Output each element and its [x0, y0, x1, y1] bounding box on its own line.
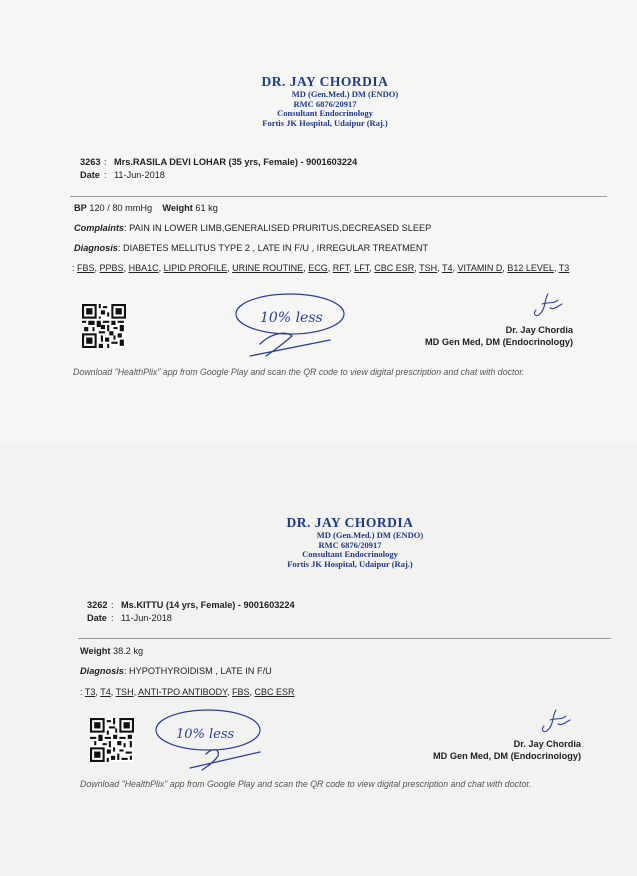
footer-note: Download "HealthPlix" app from Google Play and scan the QR code to view digital prescription and chat with doctor. — [73, 367, 525, 377]
signature-name: Dr. Jay Chordia — [505, 325, 573, 335]
test-item: T3 — [558, 263, 570, 273]
complaints: Complaints: PAIN IN LOWER LIMB,GENERALISED PRURITUS,DECREASED SLEEP — [74, 223, 432, 233]
test-item: T3 — [84, 687, 96, 697]
test-item: CBC ESR — [374, 263, 415, 273]
weight-label: Weight — [162, 203, 193, 213]
diagnosis-label: Diagnosis — [74, 243, 118, 253]
handwritten-note — [150, 704, 275, 776]
signature-scribble — [528, 292, 568, 322]
diagnosis: Diagnosis: DIABETES MELLITUS TYPE 2 , LATE IN F/U , IRREGULAR TREATMENT — [74, 243, 429, 253]
doctor-name: DR. JAY CHORDIA — [286, 515, 414, 530]
patient-info: 3263 : Mrs.RASILA DEVI LOHAR (35 yrs, Female) - 9001603224 Date : 11-Jun-2018 — [80, 157, 358, 180]
test-item: B12 LEVEL — [507, 263, 554, 273]
patient-name: Mrs.RASILA DEVI LOHAR (35 yrs, Female) - 9001603224 — [114, 157, 358, 167]
patient-name: Ms.KITTU (14 yrs, Female) - 9001603224 — [121, 600, 295, 610]
signature-name: Dr. Jay Chordia — [513, 739, 581, 749]
signature-credentials: MD Gen Med, DM (Endocrinology) — [432, 751, 581, 761]
weight-value: 61 kg — [195, 203, 218, 213]
test-item: TSH — [419, 263, 438, 273]
test-item: CBC ESR — [254, 687, 295, 697]
doctor-qualification: MD (Gen.Med.) DM (ENDO) — [291, 89, 399, 99]
date-label: Date — [80, 170, 100, 180]
weight-value: 38.2 kg — [113, 646, 144, 656]
doctor-letterhead — [240, 74, 410, 128]
qr-code-icon — [90, 718, 134, 762]
test-item: ANTI-TPO ANTIBODY — [138, 687, 227, 697]
signature-credentials: MD Gen Med, DM (Endocrinology) — [424, 337, 573, 347]
visit-date: 11-Jun-2018 — [121, 613, 172, 623]
test-item: RFT — [332, 263, 350, 273]
divider — [78, 638, 611, 639]
footer-note: Download "HealthPlix" app from Google Play and scan the QR code to view digital prescription and chat with doctor. — [80, 779, 532, 789]
diagnosis-value: DIABETES MELLITUS TYPE 2 , LATE IN F/U , IRREGULAR TREATMENT — [123, 243, 429, 253]
test-item: FBS — [77, 263, 95, 273]
prescription-sheet-2 — [0, 442, 637, 876]
handwritten-note-text: 10% less — [176, 727, 235, 742]
doctor-name: DR. JAY CHORDIA — [261, 74, 389, 89]
test-list: : FBS, PPBS, HBA1C, LIPID PROFILE, URINE ROUTINE, ECG, RFT, LFT, CBC ESR, TSH, T4, VITAMIN D, B12 LEVEL, T3 — [72, 263, 570, 273]
complaints-label: Complaints — [74, 223, 125, 233]
test-item: PPBS — [99, 263, 124, 273]
vitals — [80, 646, 143, 656]
date-label: Date — [87, 613, 107, 623]
handwritten-note — [230, 290, 360, 362]
bp-label: BP — [74, 203, 87, 213]
doctor-signature-block — [433, 738, 581, 762]
diagnosis-label: Diagnosis — [80, 666, 124, 676]
test-item: ECG — [308, 263, 328, 273]
test-item: TSH — [115, 687, 134, 697]
doctor-letterhead — [265, 515, 435, 569]
patient-id: 3262 — [87, 600, 108, 610]
doctor-registration: RMC 6876/20917 — [318, 539, 382, 550]
test-item: T4 — [100, 687, 111, 697]
doctor-registration: RMC 6876/20917 — [293, 98, 357, 109]
test-item: FBS — [231, 687, 250, 697]
patient-id: 3263 — [80, 157, 101, 167]
complaints-value: PAIN IN LOWER LIMB,GENERALISED PRURITUS,DECREASED SLEEP — [129, 223, 432, 233]
weight-label: Weight — [80, 646, 111, 656]
vitals — [74, 203, 218, 213]
signature-scribble — [536, 708, 576, 738]
handwritten-note-text: 10% less — [260, 310, 323, 326]
test-list: : T3, T4, TSH, ANTI-TPO ANTIBODY, FBS, CBC ESR — [80, 687, 295, 697]
qr-code-icon — [82, 304, 126, 348]
test-item: LFT — [354, 263, 370, 273]
test-item: URINE ROUTINE — [232, 263, 304, 273]
divider — [70, 196, 607, 197]
test-item: T4 — [441, 263, 453, 273]
test-item: LIPID PROFILE — [163, 263, 228, 273]
diagnosis-value: HYPOTHYROIDISM , LATE IN F/U — [129, 666, 272, 676]
doctor-hospital: Fortis JK Hospital, Udaipur (Raj.) — [287, 558, 413, 569]
diagnosis: Diagnosis: HYPOTHYROIDISM , LATE IN F/U — [80, 666, 272, 676]
patient-info: 3262 : Ms.KITTU (14 yrs, Female) - 9001603224 Date : 11-Jun-2018 — [87, 600, 295, 623]
doctor-signature-block — [425, 324, 573, 348]
doctor-designation: Consultant Endocrinology — [302, 549, 398, 559]
bp-value: 120 / 80 mmHg — [89, 203, 153, 213]
doctor-qualification: MD (Gen.Med.) DM (ENDO) — [316, 530, 424, 540]
doctor-designation: Consultant Endocrinology — [277, 108, 373, 118]
doctor-hospital: Fortis JK Hospital, Udaipur (Raj.) — [262, 117, 388, 128]
test-item: HBA1C — [128, 263, 159, 273]
test-item: VITAMIN D — [457, 263, 503, 273]
visit-date: 11-Jun-2018 — [114, 170, 165, 180]
